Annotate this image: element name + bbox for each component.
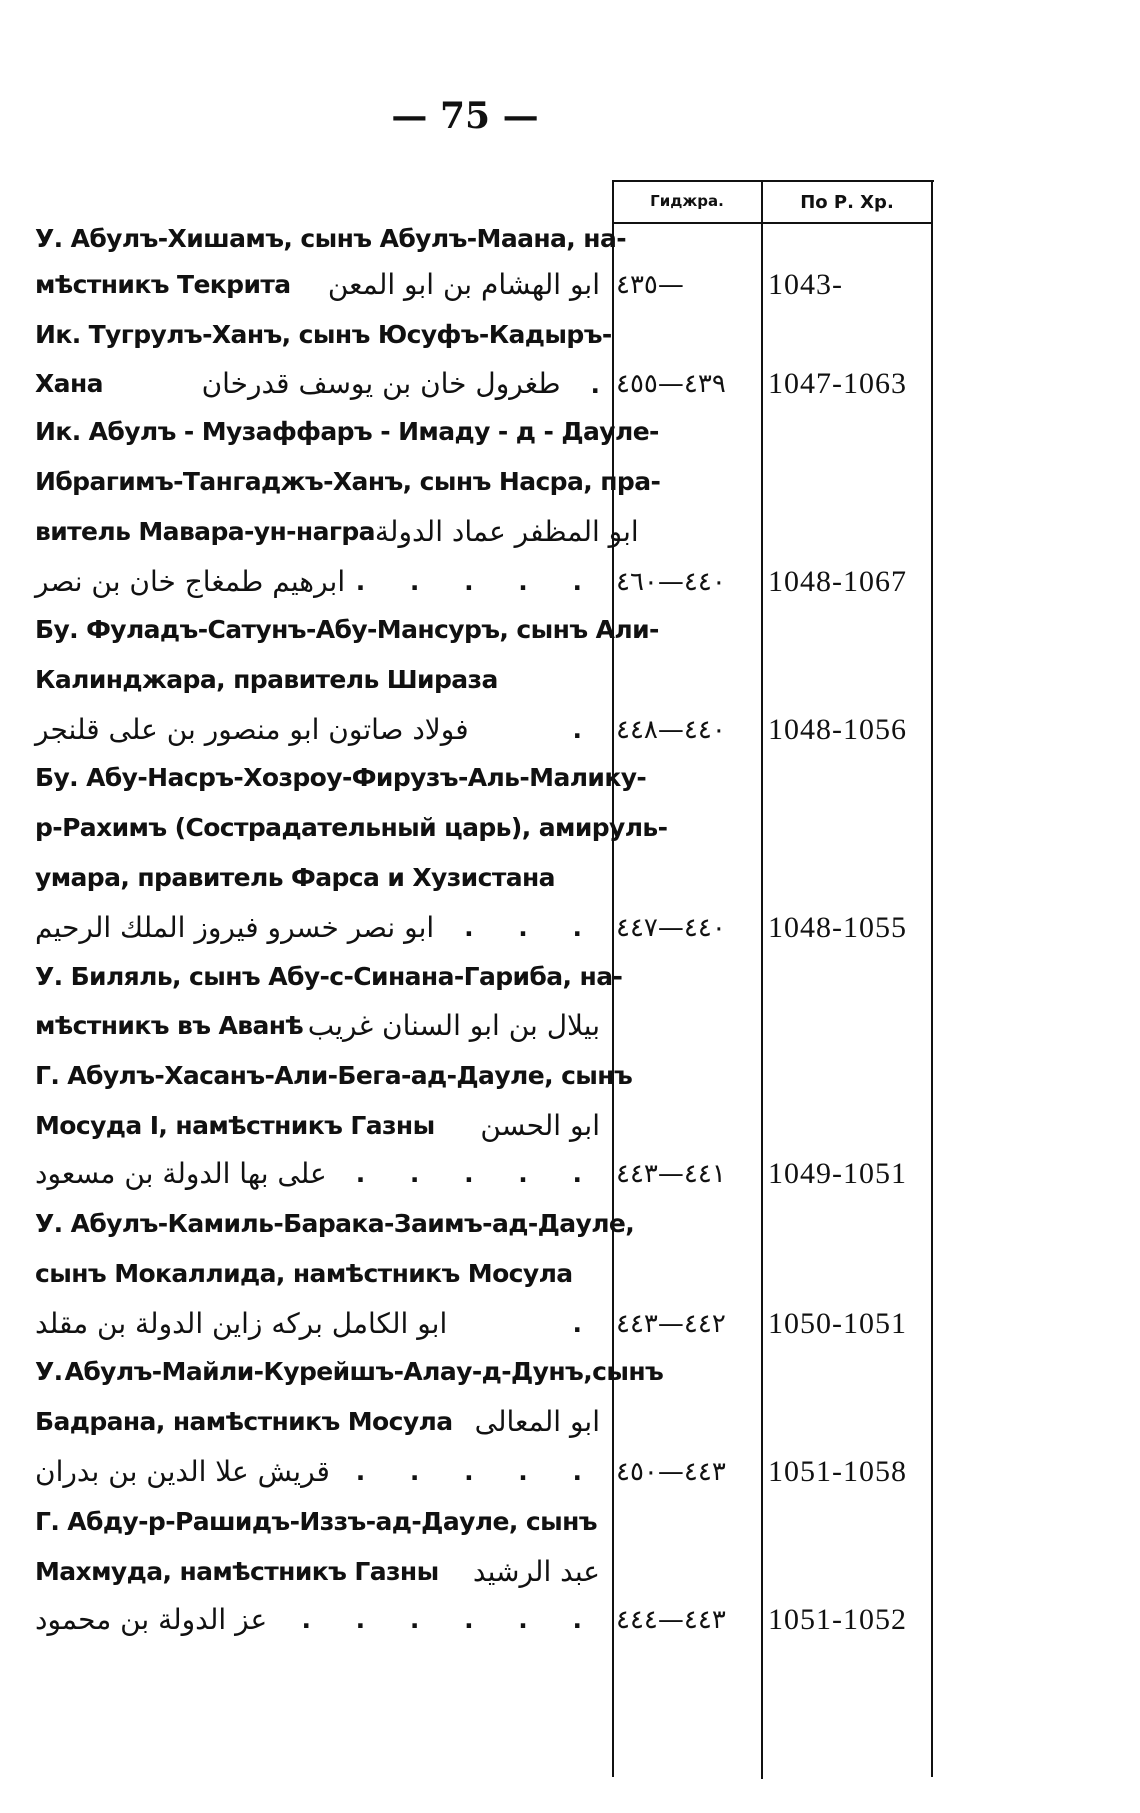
entry-text: сынъ Мокаллида, намѣстникъ Мосула: [35, 1259, 573, 1288]
text-line: [35, 1302, 600, 1346]
arabic-name: بيلال بن ابو السنان غريب: [307, 1009, 600, 1042]
dynasty-mark: У.: [35, 962, 63, 991]
text-line: [35, 313, 612, 357]
leader-dots: .: [572, 715, 600, 744]
text-line: [35, 1598, 600, 1642]
hijra-date: ٤٤٠—٤٦٠: [616, 567, 726, 597]
entry-text: Абу-Насръ-Хозроу-Фирузъ-Аль-Малику-: [86, 763, 647, 792]
arabic-name: عبد الرشيد: [472, 1555, 600, 1588]
dynasty-mark: Г.: [35, 1507, 60, 1536]
arabic-name: عز الدولة بن محمود: [35, 1603, 268, 1636]
text-line: [35, 1350, 664, 1394]
page-number: — 75 —: [391, 95, 539, 137]
dynasty-mark: У.: [35, 224, 63, 253]
dynasty-mark: Бу.: [35, 763, 79, 792]
ad-date: 1051-1058: [768, 1455, 907, 1488]
dynasty-mark: Ик.: [35, 417, 81, 446]
text-line: [35, 217, 627, 261]
dynasty-mark: Г.: [35, 1061, 60, 1090]
dynasty-mark: У.: [35, 1209, 63, 1238]
dynasty-mark: Ик.: [35, 320, 81, 349]
arabic-name: ابو الكامل بركه زاين الدولة بن مقلد: [35, 1307, 448, 1340]
ad-date: 1048-1055: [768, 911, 907, 944]
entry-text: Абулъ-Майли-Курейшъ-Алау-д-Дунъ,сынъ: [64, 1357, 664, 1386]
text-line: [35, 1202, 635, 1246]
dynasty-mark: У.: [35, 1357, 63, 1386]
text-line: [35, 1400, 600, 1444]
ad-date: 1050-1051: [768, 1307, 907, 1340]
text-line: [35, 460, 661, 504]
entry-text: Биляль, сынъ Абу-с-Синана-Гариба, на-: [70, 962, 623, 991]
entry-text: Калинджара, правитель Шираза: [35, 665, 498, 694]
ad-date: 1048-1067: [768, 565, 907, 598]
leader-dots: . . .: [464, 913, 600, 942]
hijra-date: ٤٤٠—٤٤٨: [616, 715, 726, 745]
arabic-name: ابو نصر خسرو فيروز الملك الرحيم: [35, 911, 435, 944]
text-line: [35, 263, 600, 307]
ad-date: 1047-1063: [768, 367, 907, 400]
text-line: [35, 1004, 600, 1048]
text-line: [35, 560, 600, 604]
entry-text: мѣстникъ въ Аванѣ: [35, 1011, 304, 1040]
hijra-date: ٤٤٣—٤٤٤: [616, 1605, 726, 1635]
column-rule-middle: [761, 182, 763, 1779]
entry-text: Ибрагимъ-Тангаджъ-Ханъ, сынъ Насра, пра-: [35, 467, 661, 496]
text-line: [35, 1104, 600, 1148]
text-line: [35, 362, 600, 406]
entry-text: умара, правитель Фарса и Хузистана: [35, 863, 555, 892]
column-rule-right: [931, 182, 933, 1777]
entry-text: Махмуда, намѣстникъ Газны: [35, 1557, 439, 1586]
arabic-name: ابو المظفر عماد الدولة: [374, 515, 639, 548]
text-line: [35, 1500, 600, 1544]
leader-dots: . . . . .: [355, 1159, 600, 1188]
ad-date: 1048-1056: [768, 713, 907, 746]
leader-dots: . . . . .: [355, 1457, 600, 1486]
leader-dots: .: [590, 370, 600, 399]
text-line: [35, 806, 668, 850]
text-line: [35, 510, 639, 554]
arabic-name: على بها الدولة بن مسعود: [35, 1157, 327, 1190]
ad-date: 1043-: [768, 268, 843, 301]
arabic-name: ابرهيم طمغاج خان بن نصر: [35, 565, 346, 598]
entry-text: Абулъ-Хасанъ-Али-Бега-ад-Дауле, сынъ: [67, 1061, 633, 1090]
hijra-date: ٤٤٢—٤٤٣: [616, 1309, 726, 1339]
text-line: [35, 410, 659, 454]
text-line: [35, 608, 659, 652]
ad-date: 1051-1052: [768, 1603, 907, 1636]
leader-dots: . . . . .: [355, 567, 600, 596]
entry-text: Абулъ-Камиль-Барака-Заимъ-ад-Дауле,: [70, 1209, 635, 1238]
dynasty-mark: Бу.: [35, 615, 79, 644]
ad-date: 1049-1051: [768, 1157, 907, 1190]
column-header-hijra: Гиджра.: [650, 192, 724, 210]
hijra-date: ٤٣٥—: [616, 270, 684, 300]
text-line: [35, 658, 600, 702]
text-line: [35, 1252, 600, 1296]
text-line: [35, 1152, 600, 1196]
entry-text: Хана: [35, 369, 103, 398]
entry-text: Мосуда I, намѣстникъ Газны: [35, 1111, 435, 1140]
arabic-name: ابو الهشام بن ابو المعن: [327, 268, 600, 301]
text-line: [35, 906, 600, 950]
table-top-rule: [612, 180, 934, 182]
arabic-name: طغرول خان بن يوسف قدرخان: [201, 367, 561, 400]
entry-text: р-Рахимъ (Сострадательный царь), амируль-: [35, 813, 668, 842]
hijra-date: ٤٤٣—٤٥٠: [616, 1457, 726, 1487]
text-line: [35, 756, 647, 800]
entry-text: витель Мавара-ун-награ: [35, 517, 375, 546]
entry-text: Абулъ - Музаффаръ - Имаду - д - Дауле-: [88, 417, 659, 446]
hijra-date: ٤٣٩—٤٥٥: [616, 369, 726, 399]
entry-text: Абулъ-Хишамъ, сынъ Абулъ-Маана, на-: [70, 224, 627, 253]
text-line: [35, 1450, 600, 1494]
text-line: [35, 856, 600, 900]
entry-text: мѣстникъ Текрита: [35, 270, 291, 299]
arabic-name: فولاد صاتون ابو منصور بن على قلنجر: [35, 713, 469, 746]
table-header-rule: [612, 222, 933, 224]
text-line: [35, 1550, 600, 1594]
hijra-date: ٤٤١—٤٤٣: [616, 1159, 726, 1189]
leader-dots: . . . . . .: [301, 1605, 600, 1634]
text-line: [35, 708, 600, 752]
entry-text: Абду-р-Рашидъ-Иззъ-ад-Дауле, сынъ: [67, 1507, 597, 1536]
leader-dots: .: [572, 1309, 600, 1338]
column-header-ad: По Р. Хр.: [800, 192, 894, 213]
entry-text: Фуладъ-Сатунъ-Абу-Мансуръ, сынъ Али-: [86, 615, 659, 644]
text-line: [35, 955, 623, 999]
hijra-date: ٤٤٠—٤٤٧: [616, 913, 726, 943]
arabic-name: ابو المعالى: [474, 1405, 600, 1438]
text-line: [35, 1054, 633, 1098]
arabic-name: ابو الحسن: [480, 1109, 600, 1142]
arabic-name: قريش علا الدين بن بدران: [35, 1455, 330, 1488]
entry-text: Бадрана, намѣстникъ Мосула: [35, 1407, 453, 1436]
entry-text: Тугрулъ-Ханъ, сынъ Юсуфъ-Кадыръ-: [88, 320, 612, 349]
